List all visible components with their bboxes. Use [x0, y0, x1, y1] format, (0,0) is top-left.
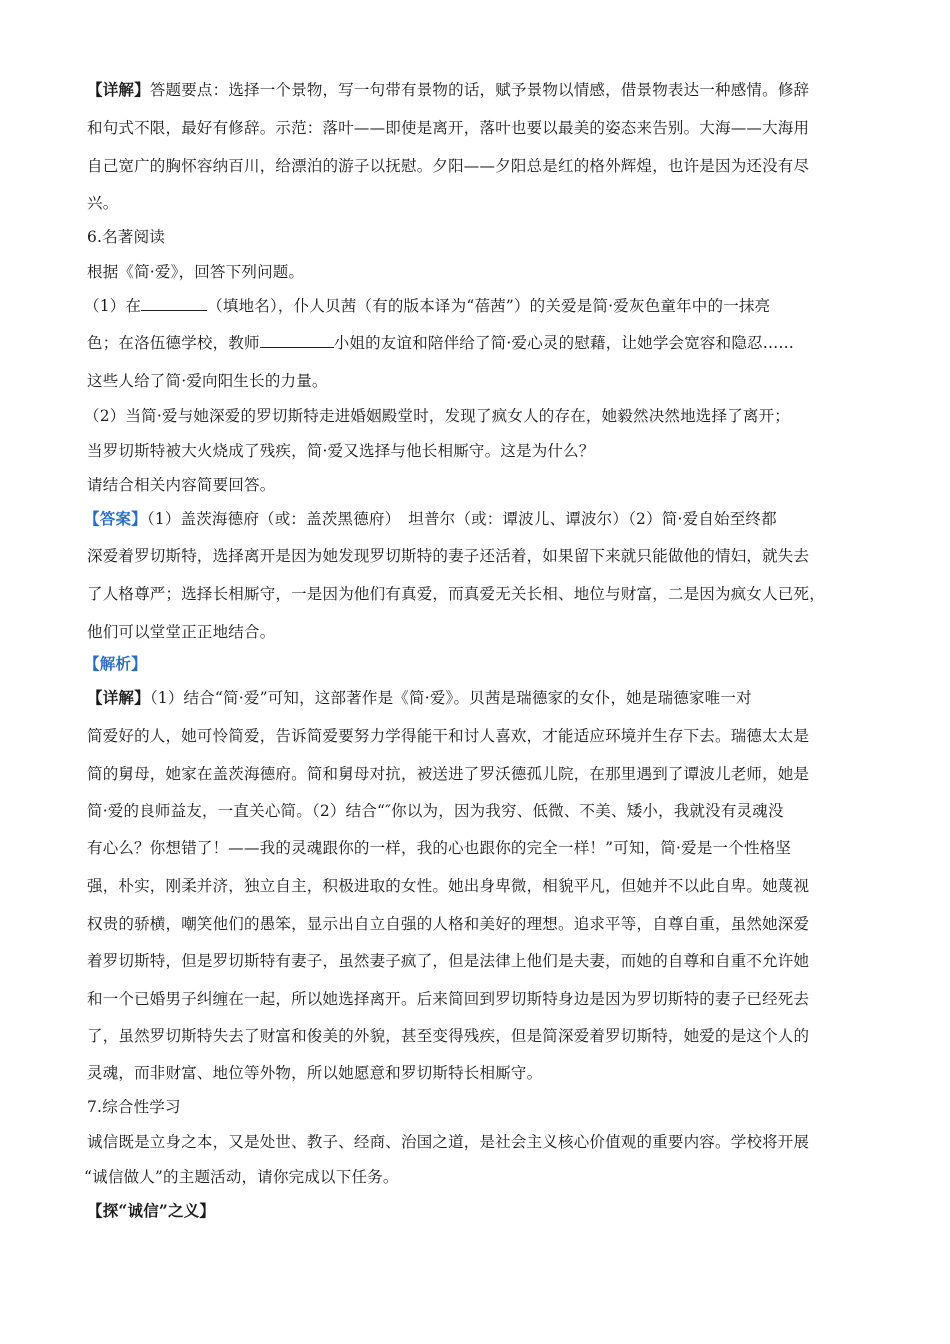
question-6-part2-line: 请结合相关内容简要回答。	[87, 476, 276, 494]
detail-label: 【详解】	[87, 688, 150, 707]
detail-line: 着罗切斯特，但是罗切斯特有妻子，虽然妻子疯了，但是法律上他们是夫妻，而她的自尊和自重不允许她	[87, 952, 810, 970]
question-6-part2-line: （2）当简·爱与她深爱的罗切斯特走进婚姻殿堂时，发现了疯女人的存在，她毅然决然地选择了离开；	[84, 407, 790, 425]
question-6-part1-line: 这些人给了简·爱向阳生长的力量。	[87, 372, 328, 390]
detail-line: 强，朴实，刚柔并济，独立自主，积极进取的女性。她出身卑微，相貌平凡，但她并不以此自卑。她蔑视	[87, 877, 810, 895]
detail-text: 答题要点：选择一个景物，写一句带有景物的话，赋予景物以情感，借景物表达一种感情。修辞	[149, 81, 810, 99]
fill-blank-place	[141, 294, 207, 311]
fill-blank-teacher	[260, 331, 334, 348]
detail-line: 简的舅母，她家在盖茨海德府。简和舅母对抗，被送进了罗沃德孤儿院，在那里遇到了谭波儿老师，她是	[87, 765, 810, 783]
question-6-part2-line: 当罗切斯特被大火烧成了残疾，简·爱又选择与他长相厮守。这是为什么？	[87, 442, 595, 460]
analysis-label	[84, 652, 874, 676]
answer-text: （1）盖茨海德府（或：盖茨黑德府） 坦普尔（或：谭波儿、谭波尔）（2）简·爱自始至终都	[146, 510, 777, 528]
answer-line: 了人格尊严；选择长相厮守，一是因为他们有真爱，而真爱无关长相、地位与财富，二是因为疯女人已死，	[87, 585, 825, 603]
answer-label: 【答案】	[84, 509, 147, 528]
q6-p1-text-c: 色；在洛伍德学校，教师	[87, 334, 260, 352]
question-7-title: 7.综合性学习	[87, 1098, 181, 1116]
detail-paragraph-line: 兴。	[87, 194, 119, 212]
detail-line: 灵魂，而非财富、地位等外物，所以她愿意和罗切斯特长相厮守。	[87, 1064, 543, 1082]
detail-paragraph-line	[87, 78, 877, 102]
q6-p1-text-b: （填地名），仆人贝茜（有的版本译为“蓓茜”）的关爱是简·爱灰色童年中的一抹亮	[207, 297, 771, 315]
question-6-title: 6.名著阅读	[87, 228, 165, 246]
detail-line: 简爱好的人，她可怜简爱，告诉简爱要努力学得能干和讨人喜欢，才能适应环境并生存下去。瑞德太太是	[87, 727, 810, 745]
question-7-intro-line: “诚信做人”的主题活动，请你完成以下任务。	[84, 1168, 399, 1186]
question-6-part1-line	[87, 331, 877, 355]
q6-p1-text-d: 小姐的友谊和陪伴给了简·爱心灵的慰藉，让她学会宽容和隐忍……	[333, 334, 795, 352]
detail-line: 简·爱的良师益友，一直关心简。（2）结合“″你以为，因为我穷、低微、不美、矮小，我就没有灵魂没	[87, 802, 784, 820]
detail-label: 【详解】	[87, 80, 150, 99]
answer-line: 他们可以堂堂正正地结合。	[87, 623, 276, 641]
detail-line: 和一个已婚男子纠缠在一起，所以她选择离开。后来简回到罗切斯特身边是因为罗切斯特的妻子已经死去	[87, 990, 810, 1008]
answer-line: 深爱着罗切斯特，选择离开是因为她发现罗切斯特的妻子还活着，如果留下来就只能做他的情妇，就失去	[87, 547, 810, 565]
detail-text: （1）结合“简·爱”可知，这部著作是《简·爱》。贝茜是瑞德家的女仆，她是瑞德家唯一对	[149, 689, 752, 707]
question-7-intro-line: 诚信既是立身之本，又是处世、教子、经商、治国之道，是社会主义核心价值观的重要内容。学校将开展	[87, 1133, 810, 1151]
answer-line	[84, 507, 874, 531]
detail-line: 权贵的骄横，嘲笑他们的愚笨，显示出自立自强的人格和美好的理想。追求平等，自尊自重，虽然她深爱	[87, 915, 810, 933]
question-6-intro: 根据《简·爱》，回答下列问题。	[87, 263, 305, 281]
question-6-part1-line	[84, 294, 874, 318]
q6-p1-text-a: （1）在	[84, 297, 142, 315]
detail-line	[87, 686, 877, 710]
question-7-subheading: 【探“诚信”之义】	[87, 1201, 216, 1220]
detail-paragraph-line: 和句式不限，最好有修辞。示范：落叶——即使是离开，落叶也要以最美的姿态来告别。大海——大海用	[87, 119, 810, 137]
analysis-label-text: 【解析】	[84, 654, 147, 673]
detail-paragraph-line: 自己宽广的胸怀容纳百川，给漂泊的游子以抚慰。夕阳——夕阳总是红的格外辉煌，也许是因为还没有尽	[87, 157, 810, 175]
detail-line: 了，虽然罗切斯特失去了财富和俊美的外貌，甚至变得残疾，但是简深爱着罗切斯特，她爱的是这个人的	[87, 1027, 810, 1045]
detail-line: 有心么？你想错了！——我的灵魂跟你的一样，我的心也跟你的完全一样！”可知，简·爱是一个性格坚	[87, 839, 792, 857]
